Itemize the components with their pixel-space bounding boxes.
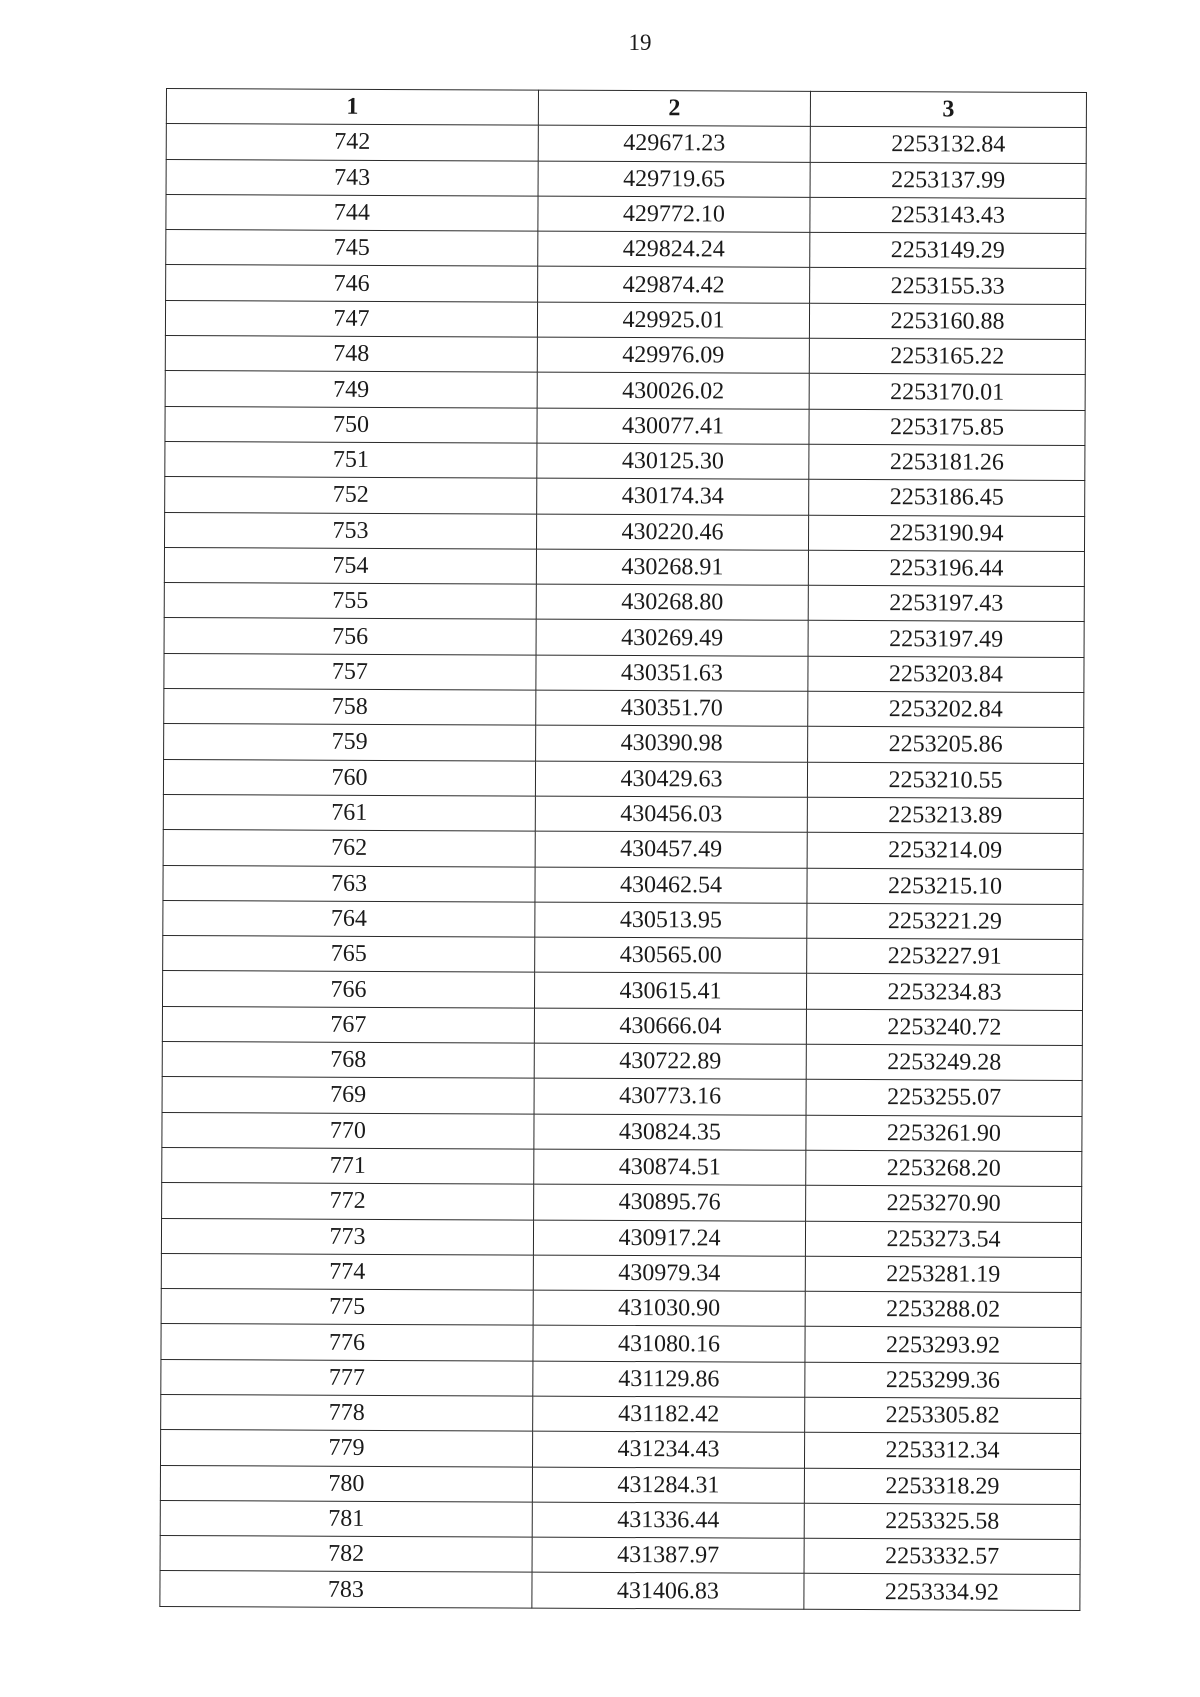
point-number-cell: 776	[161, 1324, 533, 1361]
table-row	[161, 1359, 1081, 1398]
x-coordinate-cell: 431030.90	[533, 1290, 805, 1326]
x-coordinate-cell: 429874.42	[538, 267, 810, 303]
x-coordinate-cell: 430513.95	[535, 902, 807, 938]
point-number-cell: 779	[160, 1430, 532, 1467]
y-coordinate-cell: 2253214.09	[807, 833, 1083, 870]
x-coordinate-cell: 430220.46	[536, 514, 808, 550]
y-coordinate-cell: 2253196.44	[808, 550, 1084, 587]
x-coordinate-cell: 431234.43	[532, 1431, 804, 1467]
table-row	[164, 618, 1084, 657]
x-coordinate-cell: 430125.30	[537, 443, 809, 479]
point-number-cell: 751	[165, 441, 537, 478]
y-coordinate-cell: 2253318.29	[804, 1468, 1080, 1505]
y-coordinate-cell: 2253240.72	[806, 1009, 1082, 1046]
point-number-cell: 760	[163, 759, 535, 796]
y-coordinate-cell: 2253281.19	[805, 1256, 1081, 1293]
table-row	[166, 124, 1086, 163]
table-row	[164, 547, 1084, 586]
point-number-cell: 758	[164, 689, 536, 726]
x-coordinate-cell: 430456.03	[535, 796, 807, 832]
y-coordinate-cell: 2253210.55	[807, 762, 1083, 799]
point-number-cell: 755	[164, 583, 536, 620]
table-row	[163, 865, 1083, 904]
point-number-cell: 749	[165, 371, 537, 408]
y-coordinate-cell: 2253273.54	[805, 1221, 1081, 1258]
x-coordinate-cell: 429719.65	[538, 161, 810, 197]
table-row	[160, 1536, 1080, 1575]
y-coordinate-cell: 2253160.88	[809, 303, 1085, 340]
y-coordinate-cell: 2253221.29	[807, 903, 1083, 940]
y-coordinate-cell: 2253255.07	[806, 1080, 1082, 1117]
y-coordinate-cell: 2253197.49	[808, 621, 1084, 658]
point-number-cell: 753	[164, 512, 536, 549]
column-header-2: 2	[538, 90, 810, 126]
y-coordinate-cell: 2253299.36	[805, 1362, 1081, 1399]
page-number: 19	[628, 30, 652, 55]
point-number-cell: 747	[165, 300, 537, 337]
table-row	[162, 1183, 1082, 1222]
y-coordinate-cell: 2253181.26	[809, 444, 1085, 481]
table-row	[163, 900, 1083, 939]
y-coordinate-cell: 2253312.34	[804, 1433, 1080, 1470]
table-row	[161, 1324, 1081, 1363]
point-number-cell: 772	[162, 1183, 534, 1220]
x-coordinate-cell: 429671.23	[538, 125, 810, 161]
y-coordinate-cell: 2253186.45	[809, 480, 1085, 517]
x-coordinate-cell: 429976.09	[537, 337, 809, 373]
point-number-cell: 764	[163, 900, 535, 937]
y-coordinate-cell: 2253268.20	[806, 1150, 1082, 1187]
y-coordinate-cell: 2253305.82	[805, 1397, 1081, 1434]
point-number-cell: 781	[160, 1500, 532, 1537]
table-row	[165, 371, 1085, 410]
y-coordinate-cell: 2253288.02	[805, 1291, 1081, 1328]
point-number-cell: 774	[161, 1253, 533, 1290]
point-number-cell: 757	[164, 653, 536, 690]
x-coordinate-cell: 430429.63	[535, 761, 807, 797]
table-row	[166, 265, 1086, 304]
point-number-cell: 763	[163, 865, 535, 902]
table-row	[164, 689, 1084, 728]
table-row	[166, 230, 1086, 269]
x-coordinate-cell: 430268.80	[536, 584, 808, 620]
point-number-cell: 777	[161, 1359, 533, 1396]
x-coordinate-cell: 431182.42	[533, 1396, 805, 1432]
table-row	[165, 477, 1085, 516]
y-coordinate-cell: 2253261.90	[806, 1115, 1082, 1152]
table-row	[161, 1253, 1081, 1292]
point-number-cell: 780	[160, 1465, 532, 1502]
point-number-cell: 767	[162, 1006, 534, 1043]
point-number-cell: 775	[161, 1289, 533, 1326]
x-coordinate-cell: 430269.49	[536, 620, 808, 656]
y-coordinate-cell: 2253270.90	[806, 1186, 1082, 1223]
y-coordinate-cell: 2253215.10	[807, 868, 1083, 905]
point-number-cell: 742	[166, 124, 538, 161]
table-row	[165, 441, 1085, 480]
x-coordinate-cell: 430895.76	[534, 1184, 806, 1220]
x-coordinate-cell: 430666.04	[534, 1008, 806, 1044]
point-number-cell: 765	[163, 936, 535, 973]
y-coordinate-cell: 2253202.84	[808, 691, 1084, 728]
table-row	[165, 300, 1085, 339]
x-coordinate-cell: 430390.98	[536, 725, 808, 761]
point-number-cell: 759	[164, 724, 536, 761]
table-row	[162, 971, 1082, 1010]
table-row	[162, 1147, 1082, 1186]
table-row	[163, 830, 1083, 869]
y-coordinate-cell: 2253155.33	[810, 268, 1086, 305]
table-row	[162, 1077, 1082, 1116]
table-row	[165, 336, 1085, 375]
point-number-cell: 750	[165, 406, 537, 443]
x-coordinate-cell: 429772.10	[538, 196, 810, 232]
point-number-cell: 754	[164, 547, 536, 584]
y-coordinate-cell: 2253227.91	[807, 938, 1083, 975]
x-coordinate-cell: 430174.34	[537, 478, 809, 514]
table-row	[161, 1218, 1081, 1257]
point-number-cell: 761	[163, 794, 535, 831]
point-number-cell: 782	[160, 1536, 532, 1573]
x-coordinate-cell: 430824.35	[534, 1114, 806, 1150]
x-coordinate-cell: 430351.70	[536, 690, 808, 726]
x-coordinate-cell: 431387.97	[532, 1537, 804, 1573]
point-number-cell: 768	[162, 1042, 534, 1079]
x-coordinate-cell: 431336.44	[532, 1502, 804, 1538]
point-number-cell: 769	[162, 1077, 534, 1114]
y-coordinate-cell: 2253137.99	[810, 162, 1086, 199]
table-row	[162, 1006, 1082, 1045]
point-number-cell: 743	[166, 159, 538, 196]
y-coordinate-cell: 2253249.28	[806, 1044, 1082, 1081]
point-number-cell: 748	[165, 336, 537, 373]
column-header-3: 3	[810, 91, 1086, 128]
x-coordinate-cell: 430268.91	[536, 549, 808, 585]
x-coordinate-cell: 430722.89	[534, 1043, 806, 1079]
x-coordinate-cell: 429824.24	[538, 231, 810, 267]
x-coordinate-cell: 430615.41	[534, 973, 806, 1009]
table-row	[164, 512, 1084, 551]
table-row	[165, 406, 1085, 445]
y-coordinate-cell: 2253332.57	[804, 1538, 1080, 1575]
table-row	[163, 759, 1083, 798]
point-number-cell: 752	[165, 477, 537, 514]
x-coordinate-cell: 431129.86	[533, 1361, 805, 1397]
table-row	[160, 1500, 1080, 1539]
point-number-cell: 766	[162, 971, 534, 1008]
y-coordinate-cell: 2253143.43	[810, 197, 1086, 234]
table-row	[160, 1571, 1080, 1610]
x-coordinate-cell: 431284.31	[532, 1467, 804, 1503]
y-coordinate-cell: 2253170.01	[809, 374, 1085, 411]
x-coordinate-cell: 430917.24	[533, 1220, 805, 1256]
x-coordinate-cell: 431080.16	[533, 1326, 805, 1362]
y-coordinate-cell: 2253132.84	[810, 127, 1086, 164]
table-row	[160, 1465, 1080, 1504]
y-coordinate-cell: 2253149.29	[810, 232, 1086, 269]
point-number-cell: 756	[164, 618, 536, 655]
y-coordinate-cell: 2253205.86	[808, 727, 1084, 764]
y-coordinate-cell: 2253190.94	[808, 515, 1084, 552]
point-number-cell: 773	[161, 1218, 533, 1255]
y-coordinate-cell: 2253197.43	[808, 585, 1084, 622]
column-header-1: 1	[166, 89, 538, 126]
table-row	[166, 194, 1086, 233]
y-coordinate-cell: 2253165.22	[809, 338, 1085, 375]
x-coordinate-cell: 430026.02	[537, 372, 809, 408]
table-body	[160, 124, 1086, 1610]
point-number-cell: 778	[161, 1394, 533, 1431]
x-coordinate-cell: 430979.34	[533, 1255, 805, 1291]
y-coordinate-cell: 2253203.84	[808, 656, 1084, 693]
point-number-cell: 744	[166, 194, 538, 231]
table-row	[162, 1112, 1082, 1151]
table-row	[162, 1042, 1082, 1081]
y-coordinate-cell: 2253234.83	[806, 974, 1082, 1011]
point-number-cell: 771	[162, 1147, 534, 1184]
x-coordinate-cell: 430351.63	[536, 655, 808, 691]
table-header-row	[166, 89, 1086, 128]
x-coordinate-cell: 430462.54	[535, 867, 807, 903]
x-coordinate-cell: 430457.49	[535, 831, 807, 867]
y-coordinate-cell: 2253325.58	[804, 1503, 1080, 1540]
table-row	[161, 1289, 1081, 1328]
point-number-cell: 746	[166, 265, 538, 302]
table-row	[163, 794, 1083, 833]
y-coordinate-cell: 2253175.85	[809, 409, 1085, 446]
table-row	[164, 583, 1084, 622]
table-row	[160, 1430, 1080, 1469]
x-coordinate-cell: 430077.41	[537, 408, 809, 444]
coordinates-table	[159, 88, 1087, 1611]
x-coordinate-cell: 430565.00	[535, 937, 807, 973]
point-number-cell: 762	[163, 830, 535, 867]
point-number-cell: 783	[160, 1571, 532, 1608]
x-coordinate-cell: 429925.01	[537, 302, 809, 338]
table-row	[166, 159, 1086, 198]
table-row	[164, 724, 1084, 763]
table-row	[161, 1394, 1081, 1433]
x-coordinate-cell: 430773.16	[534, 1078, 806, 1114]
y-coordinate-cell: 2253334.92	[804, 1574, 1080, 1611]
y-coordinate-cell: 2253293.92	[805, 1327, 1081, 1364]
point-number-cell: 745	[166, 230, 538, 267]
x-coordinate-cell: 430874.51	[534, 1149, 806, 1185]
point-number-cell: 770	[162, 1112, 534, 1149]
y-coordinate-cell: 2253213.89	[807, 797, 1083, 834]
table-row	[164, 653, 1084, 692]
table-row	[163, 936, 1083, 975]
x-coordinate-cell: 431406.83	[532, 1573, 804, 1609]
